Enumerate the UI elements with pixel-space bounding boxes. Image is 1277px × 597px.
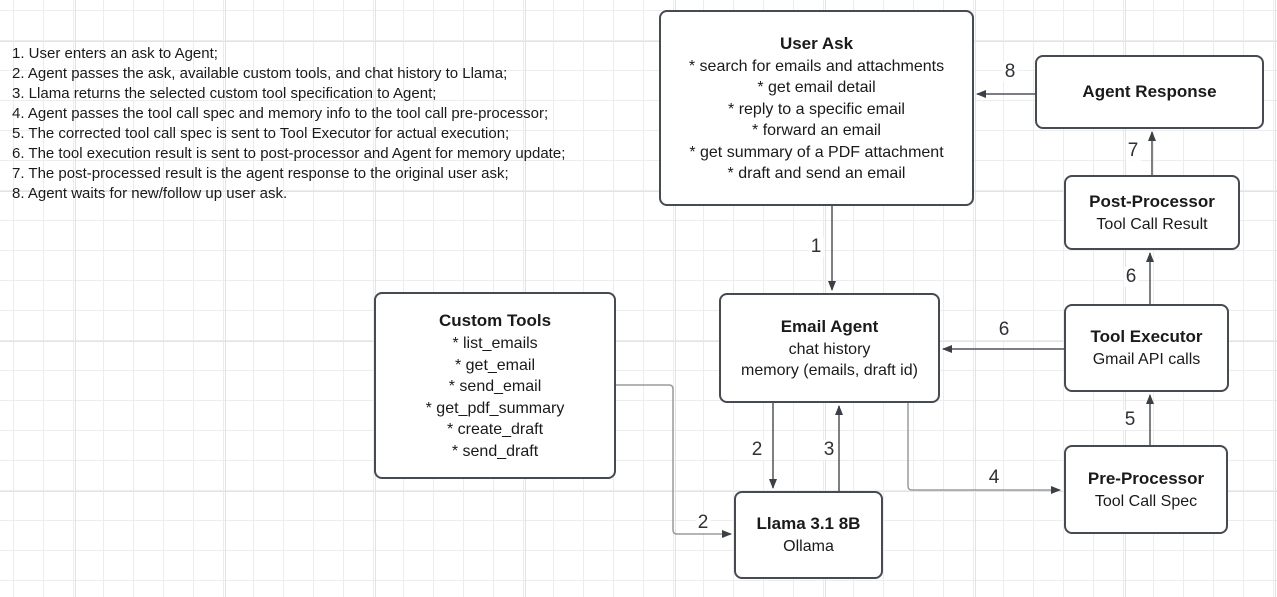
edge-label-4: 4 bbox=[988, 467, 1000, 488]
edge-label-1: 1 bbox=[810, 236, 822, 257]
node-email-agent-line: memory (emails, draft id) bbox=[741, 362, 918, 379]
node-email-agent-line: chat history bbox=[788, 340, 871, 358]
node-custom-tools bbox=[374, 292, 616, 479]
node-custom-tools-title: Custom Tools bbox=[438, 311, 552, 330]
node-tool-executor-line: Gmail API calls bbox=[1092, 351, 1201, 369]
node-tool-executor bbox=[1064, 304, 1229, 392]
node-pre-processor bbox=[1064, 445, 1228, 534]
edge-label-2a: 2 bbox=[751, 439, 763, 460]
node-custom-tools-line: * get_pdf_summary bbox=[425, 399, 565, 417]
node-llama bbox=[734, 491, 883, 579]
step-item: 3. Llama returns the selected custom tool specification to Agent; bbox=[12, 85, 437, 102]
node-agent-response-title: Agent Response bbox=[1082, 82, 1217, 101]
step-item: 2. Agent passes the ask, available custom tools, and chat history to Llama; bbox=[12, 65, 508, 82]
node-user-ask-line: * draft and send an email bbox=[727, 165, 906, 182]
node-pre-processor-title: Pre-Processor bbox=[1087, 468, 1205, 488]
step-item: 1. User enters an ask to Agent; bbox=[12, 45, 218, 62]
edge-label-6a: 6 bbox=[998, 319, 1010, 340]
node-pre-processor-line: Tool Call Spec bbox=[1094, 492, 1198, 510]
step-item: 6. The tool execution result is sent to post-processor and Agent for memory update; bbox=[12, 145, 566, 162]
node-user-ask-line: * search for emails and attachments bbox=[688, 57, 945, 75]
node-user-ask bbox=[659, 10, 974, 206]
node-user-ask-line: * get summary of a PDF attachment bbox=[689, 143, 944, 161]
step-item: 7. The post-processed result is the agent response to the original user ask; bbox=[12, 165, 509, 182]
edge-custom-tools-to-llama bbox=[616, 385, 731, 534]
step-list bbox=[12, 44, 565, 204]
node-user-ask-line: * get email detail bbox=[757, 79, 876, 96]
step-item: 4. Agent passes the tool call spec and memory info to the tool call pre-processor; bbox=[12, 105, 549, 122]
node-post-processor-line: Tool Call Result bbox=[1096, 215, 1208, 233]
node-tool-executor-title: Tool Executor bbox=[1090, 327, 1203, 347]
node-email-agent bbox=[719, 293, 940, 403]
node-user-ask-line: * reply to a specific email bbox=[728, 100, 905, 118]
edge-label-2b: 2 bbox=[697, 512, 709, 533]
node-user-ask-line: * forward an email bbox=[752, 122, 881, 139]
edge-label-5: 5 bbox=[1124, 409, 1136, 430]
edge-label-7: 7 bbox=[1127, 140, 1139, 161]
edge-label-6b: 6 bbox=[1125, 266, 1137, 287]
node-post-processor bbox=[1064, 175, 1240, 250]
step-item: 8. Agent waits for new/follow up user ask. bbox=[12, 185, 288, 202]
edge-label-3: 3 bbox=[823, 439, 835, 460]
node-llama-line: Ollama bbox=[783, 538, 834, 556]
node-user-ask-title: User Ask bbox=[779, 33, 854, 53]
node-post-processor-title: Post-Processor bbox=[1089, 191, 1215, 211]
node-custom-tools-line: * create_draft bbox=[446, 421, 544, 438]
node-custom-tools-line: * send_draft bbox=[451, 442, 539, 460]
node-email-agent-title: Email Agent bbox=[780, 316, 879, 336]
edge-email-agent-to-pre-processor bbox=[908, 403, 1060, 490]
edge-label-8: 8 bbox=[1004, 61, 1016, 82]
node-custom-tools-line: * send_email bbox=[448, 378, 542, 395]
step-item: 5. The corrected tool call spec is sent to Tool Executor for actual execution; bbox=[12, 125, 510, 142]
node-agent-response bbox=[1035, 55, 1264, 129]
node-custom-tools-line: * list_emails bbox=[452, 335, 538, 352]
node-custom-tools-line: * get_email bbox=[454, 356, 536, 374]
node-llama-title: Llama 3.1 8B bbox=[756, 514, 861, 534]
